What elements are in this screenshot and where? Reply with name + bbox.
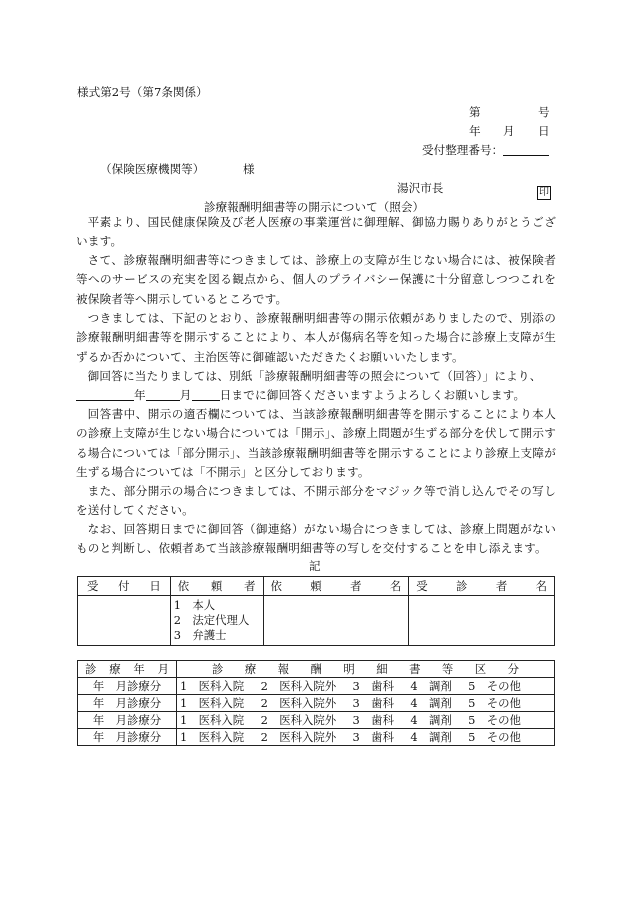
paragraph-1: 平素より、国民健康保険及び老人医療の事業運営に御理解、御協力賜りありがとうございます。 xyxy=(76,215,556,249)
addressee-sama: 様 xyxy=(243,162,255,176)
category: 4 調剤 xyxy=(410,679,452,693)
table-row xyxy=(78,712,555,729)
addressee: （保険医療機関等） xyxy=(100,162,205,176)
category: 2 医科入院外 xyxy=(260,713,337,727)
seal-mark xyxy=(537,180,551,200)
requester-option: 1 本人 xyxy=(173,598,216,612)
category: 5 その他 xyxy=(468,730,521,744)
table-row xyxy=(78,729,555,746)
category: 5 その他 xyxy=(468,696,521,710)
requester-options xyxy=(170,596,263,646)
requester-option: 2 法定代理人 xyxy=(173,613,250,627)
paragraph-4 xyxy=(76,367,556,406)
category-cell xyxy=(177,678,555,695)
requester-option: 3 弁護士 xyxy=(173,628,227,642)
paragraph-6: また、部分開示の場合につきましては、不開示部分をマジック等で消し込んでその写しを送付してください。 xyxy=(76,484,556,518)
ki-heading: 記 xyxy=(309,559,321,573)
date-year: 年 xyxy=(469,124,481,138)
header-shinryo-nengetsu: 診療年月 xyxy=(78,661,177,678)
deadline-month: 月 xyxy=(179,388,192,403)
paragraph-2: さて、診療報酬明細書等につきましては、診療上の支障が生じない場合には、被保険者等へのサービスの充実を図る観点から、個人のプライバシー保護に十分留意しつつこれを被保険者等へ開示しているところです。 xyxy=(76,253,556,306)
date-day: 日 xyxy=(538,124,550,138)
paragraph-7: なお、回答期日までに御回答（御連絡）がない場合につきましては、診療上問題がないものと判断し、依頼者あて当該診療報酬明細書等の写しを交付することを申し添えます。 xyxy=(76,522,556,556)
doc-number-go: 号 xyxy=(538,105,550,119)
category: 4 調剤 xyxy=(410,713,452,727)
form-number: 様式第2号（第7条関係） xyxy=(77,85,208,99)
sender: 湯沢市長 xyxy=(397,181,444,195)
paragraph-4-rest: 日までに御回答くださいますようよろしくお願いします。 xyxy=(219,388,526,403)
category: 3 歯科 xyxy=(352,730,394,744)
category: 1 医科入院 xyxy=(180,696,245,710)
category-cell xyxy=(177,712,555,729)
medical-table xyxy=(77,660,555,746)
cell-jushinsha-mei xyxy=(409,596,555,646)
header-iraisha: 依頼者 xyxy=(170,577,263,596)
category: 5 その他 xyxy=(468,713,521,727)
deadline-year: 年 xyxy=(134,388,146,403)
category: 1 医科入院 xyxy=(180,713,245,727)
category: 1 医科入院 xyxy=(180,679,245,693)
header-uketsukebi: 受付日 xyxy=(78,577,171,596)
category: 3 歯科 xyxy=(352,696,394,710)
seal-text: 印 xyxy=(539,187,549,198)
row-label: 年 月診療分 xyxy=(78,712,177,729)
paragraph-3: つきましては、下記のとおり、診療報酬明細書等の開示依頼がありましたので、別添の診療報酬明細書等を開示することにより、本人が傷病名等を知った場合に診療上支障が生ずるか否かについて、主治医等に御確認いただきたくお願いいたします。 xyxy=(76,311,556,364)
category-cell xyxy=(177,695,555,712)
row-label: 年 月診療分 xyxy=(78,729,177,746)
table-row xyxy=(78,678,555,695)
category: 4 調剤 xyxy=(410,696,452,710)
request-table xyxy=(77,576,555,646)
date-month: 月 xyxy=(503,124,515,138)
paragraph-5: 回答書中、開示の適否欄については、当該診療報酬明細書等を開示することにより本人の診療上支障が生じない場合については「開示」、診療上問題が生ずる部分を伏して開示する場合については「部分開示」、当該診療報酬明細書等を開示することにより診療上支障が生ずる場合については「不開示」と区分しております。 xyxy=(76,407,556,479)
receipt-number-label: 受付整理番号： xyxy=(422,143,504,157)
category: 2 医科入院外 xyxy=(260,730,337,744)
category: 1 医科入院 xyxy=(180,730,245,744)
document-title: 診療報酬明細書等の開示について（照会） xyxy=(204,200,425,214)
category: 4 調剤 xyxy=(410,730,452,744)
category-cell xyxy=(177,729,555,746)
category: 3 歯科 xyxy=(352,679,394,693)
table-row xyxy=(78,695,555,712)
receipt-number-line xyxy=(503,155,549,156)
category: 5 その他 xyxy=(468,679,521,693)
category: 3 歯科 xyxy=(352,713,394,727)
deadline-day-blank xyxy=(192,388,220,401)
cell-uketsukebi xyxy=(78,596,171,646)
header-kubun: 診療報酬明細書等区分 xyxy=(177,661,555,678)
row-label: 年 月診療分 xyxy=(78,695,177,712)
category: 2 医科入院外 xyxy=(260,679,337,693)
deadline-year-blank xyxy=(76,388,134,401)
cell-iraisha-mei xyxy=(263,596,409,646)
deadline-month-blank xyxy=(146,388,180,401)
row-label: 年 月診療分 xyxy=(78,678,177,695)
category: 2 医科入院外 xyxy=(260,696,337,710)
header-jushinsha-mei: 受診者名 xyxy=(409,577,555,596)
doc-number-dai: 第 xyxy=(469,105,481,119)
header-iraisha-mei: 依頼者名 xyxy=(263,577,409,596)
paragraph-4-first: 御回答に当たりましては、別紙「診療報酬明細書等の照会について（回答）」により、 xyxy=(87,369,542,383)
